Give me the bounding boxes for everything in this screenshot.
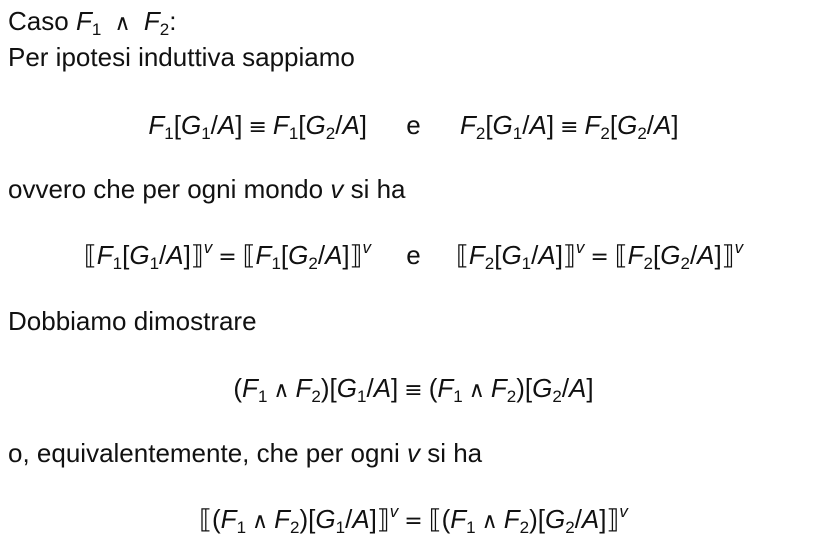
right-bracket: ⟧ [190, 241, 204, 271]
subscript: 1 [164, 124, 174, 143]
equation-1 [0, 110, 827, 143]
equiv-line [8, 438, 482, 468]
subscript: 1 [521, 254, 532, 273]
prove-text: Dobbiamo dimostrare [8, 306, 257, 336]
equals-symbol: = [590, 245, 609, 270]
var-a: A [654, 110, 672, 140]
var-a: A [166, 240, 184, 270]
subscript: 1 [466, 518, 476, 537]
superscript-v: v [389, 502, 399, 521]
var-f: F [242, 373, 258, 403]
var-f: F [584, 110, 601, 140]
and-operator: ∧ [481, 509, 498, 534]
left-bracket: ⟦ [83, 241, 97, 271]
subscript: 2 [506, 387, 517, 406]
subscript: 1 [257, 387, 268, 406]
left-bracket: ⟦ [242, 241, 256, 271]
subscript: 2 [308, 254, 318, 273]
var-g: G [660, 240, 681, 270]
world-line-tail: si ha [350, 174, 406, 204]
var-f: F [490, 373, 507, 403]
case-title [8, 6, 176, 39]
colon: : [169, 6, 177, 36]
subscript: 1 [335, 518, 346, 537]
var-v: v [330, 174, 344, 204]
right-bracket: ⟧ [606, 505, 620, 535]
subscript: 2 [600, 124, 610, 143]
equiv-symbol: ≡ [248, 115, 267, 140]
left-bracket: ⟦ [455, 241, 469, 271]
var-g: G [617, 110, 638, 140]
subscript: 2 [519, 518, 530, 537]
equiv-line-text: o, equivalentemente, che per ogni [8, 438, 400, 468]
and-operator: ∧ [252, 509, 269, 534]
subscript: 1 [201, 124, 211, 143]
right-bracket: ⟧ [562, 241, 576, 271]
var-f: F [503, 504, 520, 534]
right-bracket: ⟧ [349, 241, 363, 271]
var-g: G [315, 504, 336, 534]
var-a: A [325, 240, 343, 270]
var-f: F [272, 110, 289, 140]
subscript: 1 [357, 387, 367, 406]
right-bracket: ⟧ [721, 241, 735, 271]
var-f: F [274, 504, 291, 534]
var-f: F [148, 110, 165, 140]
equation-3: ($F_1$ ∧ $F_2)[G_1/A] \equiv (F_1$ ∧ $F_2)[G_2/A]$ [233, 373, 594, 406]
var-g: G [180, 110, 202, 140]
var-g: G [305, 110, 326, 140]
subscript: 2 [565, 518, 575, 537]
var-f: F [220, 504, 237, 534]
var-f: F [295, 373, 312, 403]
left-bracket: ⟦ [614, 241, 628, 271]
var-g: G [544, 504, 566, 534]
hypothesis-text: Per ipotesi induttiva sappiamo [8, 42, 355, 72]
subscript: 1 [271, 254, 281, 273]
subscript: 2 [325, 124, 336, 143]
var-a: A [529, 110, 547, 140]
world-line-text: ovvero che per ogni mondo [8, 174, 324, 204]
subscript: 1 [149, 254, 160, 273]
eq1-left: $F_1[G_1/A] \equiv F_1[G_2/A]$ [148, 110, 375, 143]
var-f: F [468, 240, 485, 270]
subscript: 2 [552, 387, 562, 406]
superscript-v: v [203, 238, 213, 257]
equiv-symbol: ≡ [560, 115, 579, 140]
var-f: F [627, 240, 644, 270]
var-a: A [697, 240, 715, 270]
eq2-right: $⟦F_2[G_1/A]⟧^v$ = $⟦F_2[G_2/A]⟧^v$ [455, 238, 744, 273]
var-a: A [373, 373, 392, 403]
conjunction-e: e [406, 240, 421, 270]
subscript: 1 [112, 254, 123, 273]
case-prefix: Caso [8, 6, 69, 36]
subscript: 1 [288, 124, 299, 143]
superscript-v: v [575, 238, 585, 257]
var-f: F [437, 373, 454, 403]
var-a: A [581, 504, 600, 534]
formula-f2: F [143, 6, 160, 36]
equals-symbol: = [404, 509, 423, 534]
var-g: G [501, 240, 522, 270]
superscript-v: v [619, 502, 628, 521]
subscript: 1 [91, 20, 102, 39]
var-f: F [459, 110, 476, 140]
subscript: 2 [159, 20, 170, 39]
right-bracket: ⟧ [376, 505, 390, 535]
subscript: 2 [643, 254, 653, 273]
eq2-left: $⟦F_1[G_1/A]⟧^v$ = $⟦F_1[G_2/A]⟧^v$ [83, 238, 372, 273]
equation-4: $⟦(F_1$ ∧ $F_2)[G_1/A]⟧^v$ = $⟦(F_1$ ∧ $F_2)[G_2/A]⟧^v$ [199, 502, 628, 537]
var-a: A [569, 373, 587, 403]
var-f: F [450, 504, 467, 534]
equation-2 [0, 240, 827, 273]
var-g: G [532, 373, 553, 403]
var-g: G [129, 240, 150, 270]
formula-f1: F [75, 6, 92, 36]
and-operator: ∧ [468, 378, 485, 403]
var-v: v [406, 438, 420, 468]
subscript: 1 [453, 387, 463, 406]
var-a: A [352, 504, 370, 534]
var-g: G [492, 110, 513, 140]
and-operator: ∧ [114, 11, 131, 36]
var-g: G [336, 373, 357, 403]
equiv-symbol: ≡ [404, 378, 423, 403]
superscript-v: v [362, 238, 372, 257]
subscript: 1 [236, 518, 247, 537]
var-g: G [288, 240, 309, 270]
subscript: 2 [475, 124, 486, 143]
equiv-line-tail: si ha [427, 438, 483, 468]
var-a: A [538, 240, 556, 270]
superscript-v: v [734, 238, 744, 257]
var-a: A [342, 110, 360, 140]
var-f: F [96, 240, 113, 270]
subscript: 1 [512, 124, 523, 143]
subscript: 2 [290, 518, 300, 537]
equals-symbol: = [218, 245, 237, 270]
world-line [8, 174, 405, 204]
subscript: 2 [637, 124, 647, 143]
left-bracket: ⟦ [199, 505, 212, 535]
eq1-right: $F_2[G_1/A] \equiv F_2[G_2/A]$ [459, 110, 679, 143]
var-a: A [217, 110, 236, 140]
and-operator: ∧ [273, 378, 290, 403]
subscript: 2 [484, 254, 495, 273]
subscript: 2 [311, 387, 321, 406]
conjunction-e: e [406, 110, 421, 140]
subscript: 2 [680, 254, 690, 273]
left-bracket: ⟦ [428, 505, 442, 535]
var-f: F [255, 240, 272, 270]
